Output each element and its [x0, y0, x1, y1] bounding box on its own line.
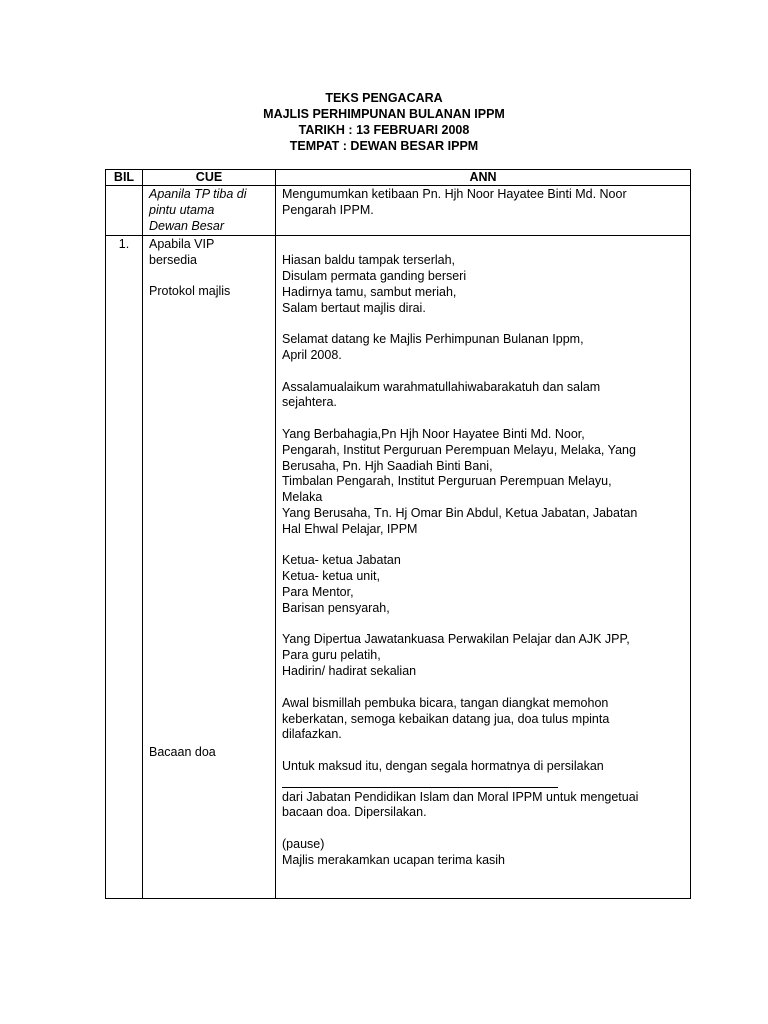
ann-invite-detail: dari Jabatan Pendidikan Islam dan Moral IPPM untuk mengetuai bacaan doa. Dipersilakan.	[282, 789, 639, 820]
fill-in-blank	[282, 775, 558, 788]
cue-protokol: Protokol majlis	[149, 284, 231, 299]
title-line-2: MAJLIS PERHIMPUNAN BULANAN IPPM	[263, 107, 505, 121]
title-line-4: TEMPAT : DEWAN BESAR IPPM	[289, 139, 479, 153]
ann-staff-list: Ketua- ketua Jabatan Ketua- ketua unit, Para Mentor, Barisan pensyarah,	[282, 553, 401, 615]
cue-vip: Apabila VIP bersedia	[149, 237, 215, 268]
cue-line: pintu utama	[149, 202, 215, 217]
row0-bil	[106, 186, 143, 236]
ann-vip-list: Yang Berbahagia,Pn Hjh Noor Hayatee Binti Md. Noor, Pengarah, Institut Perguruan Perempuan Melayu, Melaka, Yang Berusaha, Pn. Hjh Saadiah Binti Bani, Timbalan Pengarah, Institut Perguruan Perempuan Melayu, Melaka Yang Berusaha, Tn. Hj Omar Bin Abdul, Ketua Jabatan, Jabatan Hal Ehwal Pelajar, IPPM	[282, 426, 638, 536]
row0-cue	[143, 186, 276, 236]
ann-invite: Untuk maksud itu, dengan segala hormatnya di persilakan	[282, 758, 604, 773]
cue-line: Apanila TP tiba di	[149, 187, 247, 201]
ann-line: Pengarah IPPM.	[282, 202, 374, 217]
ann-student-list: Yang Dipertua Jawatankuasa Perwakilan Pelajar dan AJK JPP, Para guru pelatih, Hadirin/ hadirat sekalian	[282, 632, 630, 678]
ann-doa-intro: Awal bismillah pembuka bicara, tangan diangkat memohon keberkatan, semoga kebaikan datang jua, doa tulus mpinta dilafazkan.	[282, 695, 610, 742]
header-cue: CUE	[143, 170, 276, 186]
table-row	[106, 236, 691, 899]
ann-pantun: Hiasan baldu tampak terserlah, Disulam permata ganding berseri Hadirnya tamu, sambut meriah, Salam bertaut majlis dirai.	[282, 253, 467, 315]
cue-doa: Bacaan doa	[149, 745, 216, 760]
row0-ann	[276, 186, 691, 236]
title-line-3: TARIKH : 13 FEBRUARI 2008	[298, 123, 470, 137]
row1-bil: 1.	[106, 236, 143, 899]
header-bil: BIL	[106, 170, 143, 186]
row1-ann	[276, 236, 691, 899]
cue-line: Dewan Besar	[149, 218, 225, 233]
ann-closing: (pause) Majlis merakamkan ucapan terima kasih	[282, 837, 506, 867]
script-table	[105, 169, 691, 899]
document-title	[0, 90, 768, 154]
ann-line: Mengumumkan ketibaan Pn. Hjh Noor Hayatee Binti Md. Noor	[282, 187, 627, 201]
row1-cue	[143, 236, 276, 899]
title-line-1: TEKS PENGACARA	[325, 91, 443, 105]
table-row	[106, 186, 691, 236]
ann-welcome: Selamat datang ke Majlis Perhimpunan Bulanan Ippm, April 2008.	[282, 332, 584, 362]
header-ann: ANN	[276, 170, 691, 186]
table-header-row	[106, 170, 691, 186]
ann-salam: Assalamualaikum warahmatullahiwabarakatuh dan salam sejahtera.	[282, 379, 601, 410]
